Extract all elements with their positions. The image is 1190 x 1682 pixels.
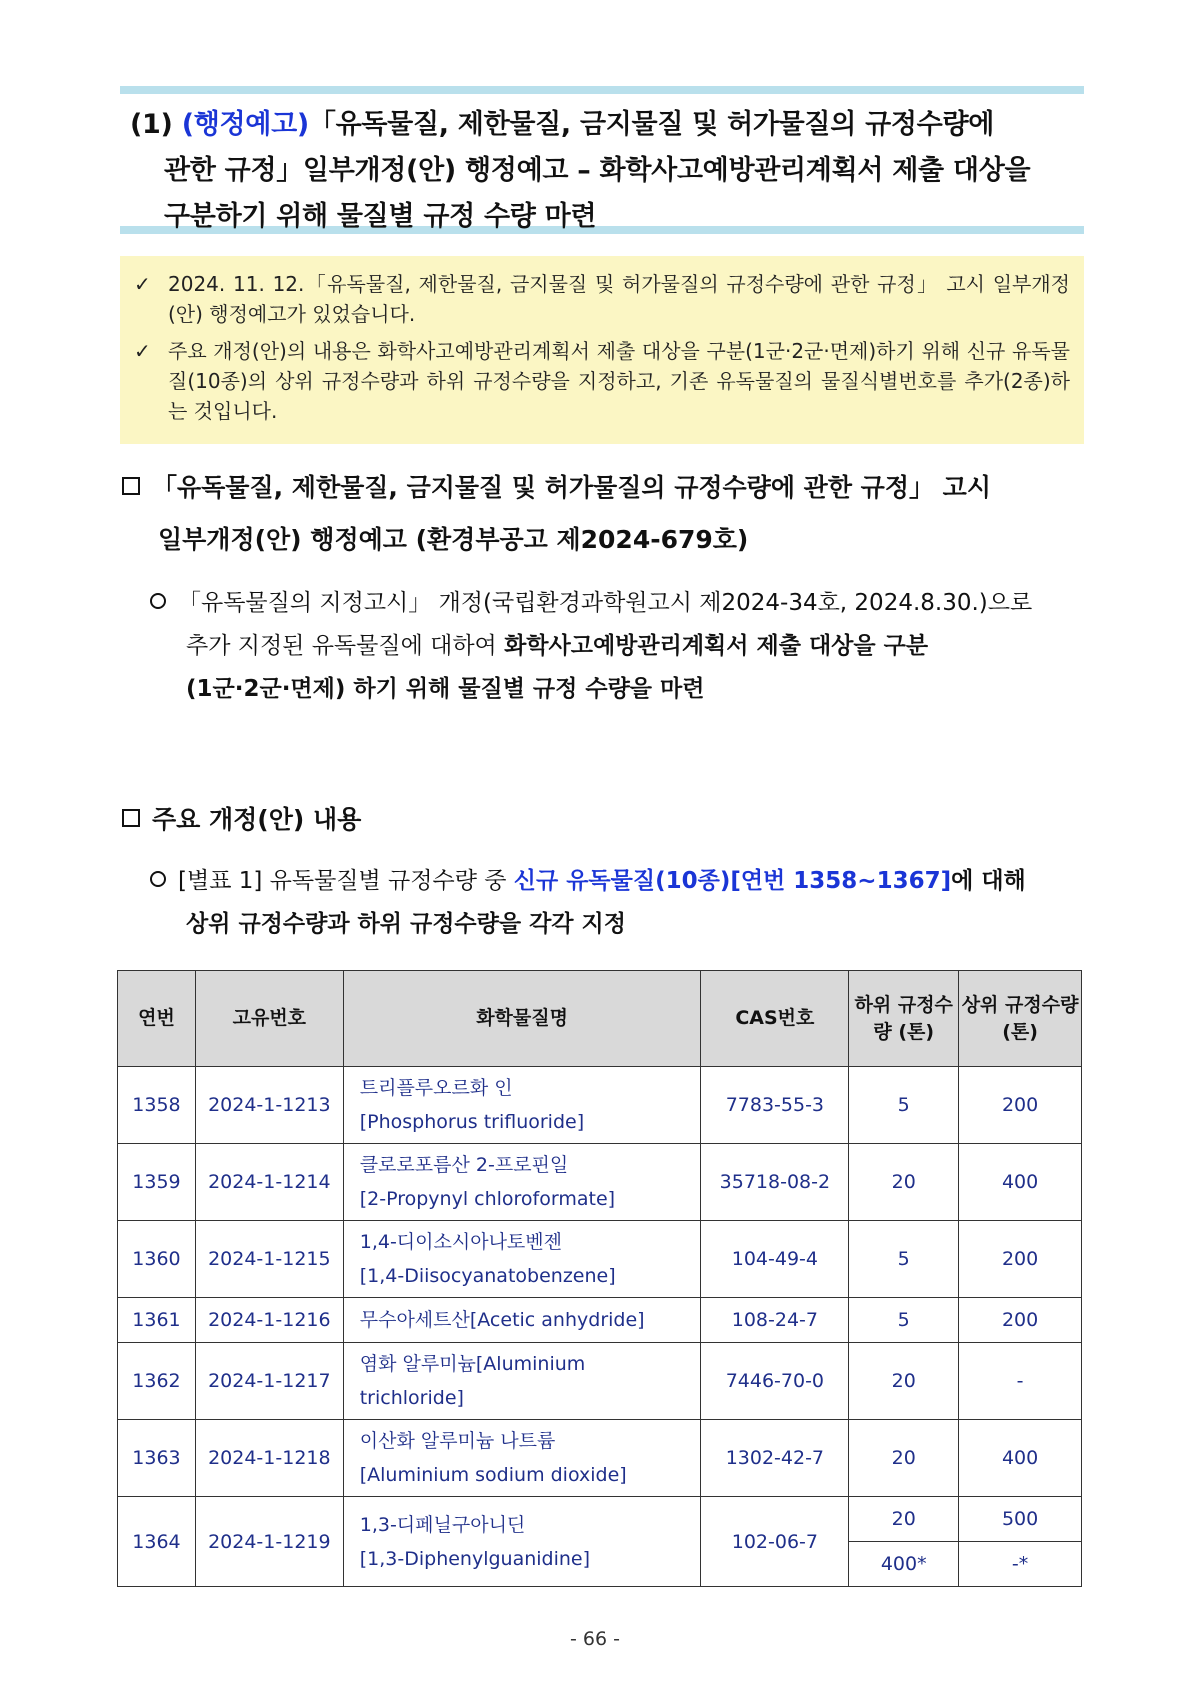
cell-lower: 400* <box>849 1542 959 1587</box>
cell-cas: 1302-42-7 <box>701 1420 849 1497</box>
table-row <box>118 1343 1082 1420</box>
notice-bullet-line3: (1군·2군·면제) 하기 위해 물질별 규정 수량을 마련 <box>186 676 705 702</box>
page-number: - 66 - <box>570 1628 620 1650</box>
cell-name-ko: 트리플루오르화 인 <box>359 1077 513 1099</box>
circle-bullet-icon <box>150 871 166 887</box>
heading-line1: 「유독물질, 제한물질, 금지물질 및 허가물질의 규정수량에 <box>308 109 995 140</box>
cell-cas: 7446-70-0 <box>701 1343 849 1420</box>
circle-bullet-icon <box>150 593 166 609</box>
summary-item <box>134 269 1070 329</box>
cell-lower: 5 <box>849 1221 959 1298</box>
header-name: 화학물질명 <box>343 971 701 1067</box>
square-bullet-icon <box>122 477 140 495</box>
section-title-line2: 일부개정(안) 행정예고 (환경부공고 제2024-679호) <box>158 525 749 554</box>
summary-box <box>120 256 1084 444</box>
notice-bullet-line1: 「유독물질의 지정고시」 개정(국립환경과학원고시 제2024-34호, 2024.8.30.)으로 <box>178 590 1033 616</box>
cell-name-en: [2-Propynyl chloroformate] <box>359 1188 616 1210</box>
heading-line3: 구분하기 위해 물질별 규정 수량 마련 <box>164 201 597 232</box>
cell-name-en: [1,4-Diisocyanatobenzene] <box>359 1265 616 1287</box>
cell-no: 1358 <box>118 1067 196 1144</box>
cell-name-en: [Phosphorus trifluoride] <box>359 1111 585 1133</box>
heading-title <box>130 102 1080 240</box>
table-row <box>118 1420 1082 1497</box>
table-row <box>118 1221 1082 1298</box>
cell-lower: 5 <box>849 1298 959 1343</box>
cell-name-en: [Aluminium sodium dioxide] <box>359 1464 627 1486</box>
notice-bullet <box>150 582 1084 711</box>
cell-name <box>343 1144 701 1221</box>
summary-item-text: 2024. 11. 12.「유독물질, 제한물질, 금지물질 및 허가물질의 규정수량에 관한 규정」 고시 일부개정(안) 행정예고가 있었습니다. <box>168 272 1070 326</box>
cell-cas: 35718-08-2 <box>701 1144 849 1221</box>
cell-upper: 200 <box>959 1067 1082 1144</box>
cell-upper: 200 <box>959 1221 1082 1298</box>
cell-id: 2024-1-1218 <box>195 1420 343 1497</box>
summary-item <box>134 336 1070 426</box>
cell-upper: -* <box>959 1542 1082 1587</box>
cell-upper: 500 <box>959 1497 1082 1542</box>
header-no: 연번 <box>118 971 196 1067</box>
table-row <box>118 1298 1082 1343</box>
cell-name-ko: 무수아세트산[Acetic anhydride] <box>359 1309 645 1331</box>
cell-upper: 400 <box>959 1144 1082 1221</box>
cell-name-en: trichloride] <box>359 1387 464 1409</box>
cell-no: 1361 <box>118 1298 196 1343</box>
cell-lower: 20 <box>849 1420 959 1497</box>
cell-name <box>343 1221 701 1298</box>
cell-no: 1364 <box>118 1497 196 1587</box>
heading-number: (1) <box>130 109 173 140</box>
notice-bullet-bold: 화학사고예방관리계획서 제출 대상을 구분 <box>504 633 929 659</box>
section-title-main-text: 주요 개정(안) 내용 <box>152 805 362 834</box>
cell-cas: 108-24-7 <box>701 1298 849 1343</box>
section-title-line1: 「유독물질, 제한물질, 금지물질 및 허가물질의 규정수량에 관한 규정」 고시 <box>152 473 991 502</box>
heading-box <box>120 86 1084 234</box>
cell-name-ko: 이산화 알루미늄 나트륨 <box>359 1430 556 1452</box>
notice-bullet-line2 <box>150 625 1084 668</box>
cell-name-en: [1,3-Diphenylguanidine] <box>359 1547 591 1570</box>
cell-cas: 104-49-4 <box>701 1221 849 1298</box>
cell-id: 2024-1-1217 <box>195 1343 343 1420</box>
square-bullet-icon <box>122 809 140 827</box>
heading-tag: (행정예고) <box>181 109 309 140</box>
cell-id: 2024-1-1216 <box>195 1298 343 1343</box>
notice-bullet-plain: 추가 지정된 유독물질에 대하여 <box>186 633 505 659</box>
cell-no: 1362 <box>118 1343 196 1420</box>
cell-name-ko: 클로로포름산 2-프로핀일 <box>359 1154 569 1176</box>
summary-item-text: 주요 개정(안)의 내용은 화학사고예방관리계획서 제출 대상을 구분(1군·2군·면제)하기 위해 신규 유독물질(10종)의 상위 규정수량과 하위 규정수량을 지정하고, 기존 유독물질의 물질식별번호를 추가(2종)하는 것입니다. <box>168 339 1070 423</box>
cell-lower: 20 <box>849 1497 959 1542</box>
header-lower: 하위 규정수량 (톤) <box>849 971 959 1067</box>
cell-no: 1360 <box>118 1221 196 1298</box>
main-bullet-plain: [별표 1] 유독물질별 규정수량 중 <box>178 868 514 894</box>
main-bullet-highlight: 신규 유독물질(10종)[연번 1358~1367] <box>513 868 952 894</box>
cell-name <box>343 1067 701 1144</box>
cell-name-ko: 1,4-디이소시아나토벤젠 <box>359 1231 562 1253</box>
cell-lower: 5 <box>849 1067 959 1144</box>
check-icon: ✓ <box>134 339 151 363</box>
table-header-row <box>118 971 1082 1067</box>
cell-upper: 200 <box>959 1298 1082 1343</box>
cell-cas: 102-06-7 <box>701 1497 849 1587</box>
cell-id: 2024-1-1219 <box>195 1497 343 1587</box>
cell-lower: 20 <box>849 1343 959 1420</box>
table-row <box>118 1067 1082 1144</box>
cell-name <box>343 1343 701 1420</box>
cell-upper: 400 <box>959 1420 1082 1497</box>
section-title-notice <box>122 462 1082 566</box>
cell-lower: 20 <box>849 1144 959 1221</box>
header-id: 고유번호 <box>195 971 343 1067</box>
cell-cas: 7783-55-3 <box>701 1067 849 1144</box>
cell-name <box>343 1420 701 1497</box>
main-bullet-line2: 상위 규정수량과 하위 규정수량을 각각 지정 <box>186 911 626 937</box>
check-icon: ✓ <box>134 272 151 296</box>
cell-no: 1363 <box>118 1420 196 1497</box>
cell-id: 2024-1-1213 <box>195 1067 343 1144</box>
cell-id: 2024-1-1214 <box>195 1144 343 1221</box>
cell-name-ko: 1,3-디페닐구아니딘 <box>359 1513 526 1536</box>
heading-line2: 관한 규정」일부개정(안) 행정예고 – 화학사고예방관리계획서 제출 대상을 <box>164 155 1031 186</box>
main-bullet <box>150 860 1084 946</box>
main-bullet-end: 에 대해 <box>951 868 1026 894</box>
table-row <box>118 1497 1082 1542</box>
substance-table <box>117 970 1082 1587</box>
section-title-main <box>122 794 1082 846</box>
cell-id: 2024-1-1215 <box>195 1221 343 1298</box>
table-row <box>118 1144 1082 1221</box>
cell-no: 1359 <box>118 1144 196 1221</box>
cell-name-ko: 염화 알루미늄[Aluminium <box>359 1353 586 1375</box>
cell-upper: - <box>959 1343 1082 1420</box>
header-cas: CAS번호 <box>701 971 849 1067</box>
header-upper: 상위 규정수량 (톤) <box>959 971 1082 1067</box>
cell-name <box>343 1497 701 1587</box>
cell-name <box>343 1298 701 1343</box>
